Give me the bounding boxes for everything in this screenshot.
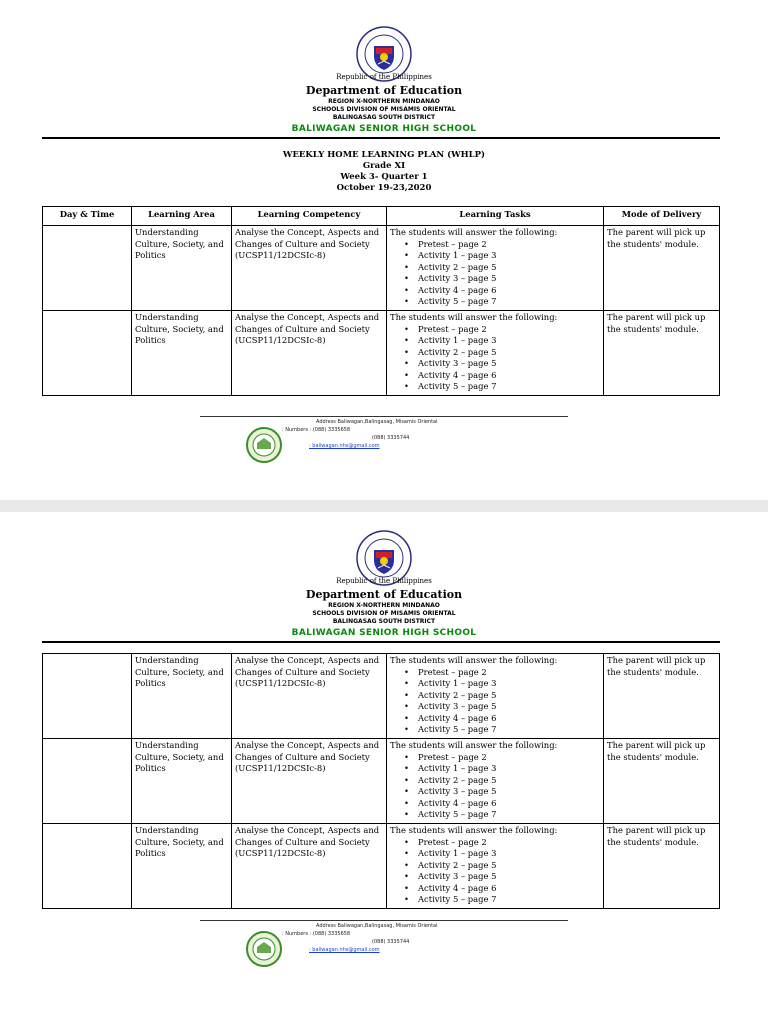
cell-tasks [387, 226, 604, 311]
table-header-row [43, 207, 720, 226]
header-divider [42, 641, 720, 643]
tasks-list [390, 324, 600, 393]
task-item: • Activity 2 – page 5 [418, 690, 600, 702]
task-item: • Activity 3 – page 5 [418, 871, 600, 883]
division-label: SCHOOLS DIVISION OF MISAMIS ORIENTAL [312, 106, 456, 113]
table-row [43, 311, 720, 396]
task-item: • Activity 3 – page 5 [418, 273, 600, 285]
department-title: Department of Education [305, 588, 463, 601]
table-row [43, 654, 720, 739]
tasks-intro: The students will answer the following: [390, 825, 558, 835]
page-1 [0, 0, 768, 500]
plan-title-line3: Week 3- Quarter 1 [340, 172, 428, 182]
tasks-list [390, 752, 600, 821]
cell-delivery: The parent will pick up the students' module. [604, 654, 720, 739]
footer-address: Address Baliwagan,Balingasag, Misamis Oriental [316, 923, 438, 929]
cell-area: Understanding Culture, Society, and Politics [132, 226, 232, 311]
cell-day [43, 824, 132, 909]
cell-area: Understanding Culture, Society, and Politics [132, 739, 232, 824]
task-item: • Activity 1 – page 3 [418, 763, 600, 775]
task-item: • Activity 3 – page 5 [418, 358, 600, 370]
task-item: • Pretest – page 2 [418, 667, 600, 679]
tasks-list [390, 239, 600, 308]
tasks-list [390, 837, 600, 906]
tasks-list [390, 667, 600, 736]
footer-address: Address Baliwagan,Balingasag, Misamis Oriental [316, 419, 438, 425]
task-item: • Activity 5 – page 7 [418, 894, 600, 906]
task-item: • Activity 1 – page 3 [418, 848, 600, 860]
department-title: Department of Education [305, 84, 463, 97]
task-item: • Activity 4 – page 6 [418, 370, 600, 382]
footer-numbers: : Numbers : (088) 3335658 [282, 427, 351, 433]
cell-tasks [387, 311, 604, 396]
email-link[interactable]: : baliwagan.nhs@gmail.com [309, 947, 380, 953]
task-item: • Activity 3 – page 5 [418, 786, 600, 798]
task-item: • Pretest – page 2 [418, 324, 600, 336]
task-item: • Activity 4 – page 6 [418, 883, 600, 895]
table-row [43, 739, 720, 824]
plan-title-line1: WEEKLY HOME LEARNING PLAN (WHLP) [282, 150, 486, 160]
plan-title-line4: October 19-23,2020 [336, 183, 432, 193]
page-2 [0, 512, 768, 1024]
col-header-day: Day & Time [43, 207, 132, 226]
task-item: • Activity 5 – page 7 [418, 381, 600, 393]
cell-delivery: The parent will pick up the students' module. [604, 824, 720, 909]
email-link[interactable]: : baliwagan.nhs@gmail.com [309, 443, 380, 449]
division-label: SCHOOLS DIVISION OF MISAMIS ORIENTAL [312, 610, 456, 617]
task-item: • Activity 1 – page 3 [418, 335, 600, 347]
cell-competency: Analyse the Concept, Aspects and Changes of Culture and Society (UCSP11/12DCSIc-8) [232, 654, 387, 739]
col-header-delivery: Mode of Delivery [604, 207, 720, 226]
cell-competency: Analyse the Concept, Aspects and Changes of Culture and Society (UCSP11/12DCSIc-8) [232, 311, 387, 396]
learning-plan-table [42, 653, 720, 909]
tasks-intro: The students will answer the following: [390, 312, 558, 322]
region-label: REGION X-NORTHERN MINDANAO [328, 98, 440, 105]
plan-title-line2: Grade XI [362, 161, 406, 171]
task-item: • Activity 1 – page 3 [418, 678, 600, 690]
footer-email[interactable] [309, 443, 380, 449]
region-label: REGION X-NORTHERN MINDANAO [328, 602, 440, 609]
cell-tasks [387, 739, 604, 824]
footer-numbers-2: (088) 3335744 [372, 435, 410, 441]
cell-tasks [387, 824, 604, 909]
school-name: BALIWAGAN SENIOR HIGH SCHOOL [291, 628, 477, 638]
school-logo-icon [246, 931, 282, 967]
header-divider [42, 137, 720, 139]
district-label: BALINGASAG SOUTH DISTRICT [332, 618, 436, 625]
col-header-area: Learning Area [132, 207, 232, 226]
tasks-intro: The students will answer the following: [390, 227, 558, 237]
task-item: • Pretest – page 2 [418, 837, 600, 849]
learning-plan-table [42, 206, 720, 396]
task-item: • Activity 2 – page 5 [418, 262, 600, 274]
plan-title [0, 150, 768, 194]
col-header-competency: Learning Competency [232, 207, 387, 226]
task-item: • Activity 2 – page 5 [418, 775, 600, 787]
table-row [43, 226, 720, 311]
cell-competency: Analyse the Concept, Aspects and Changes of Culture and Society (UCSP11/12DCSIc-8) [232, 739, 387, 824]
footer-numbers: : Numbers : (088) 3335658 [282, 931, 351, 937]
cell-competency: Analyse the Concept, Aspects and Changes of Culture and Society (UCSP11/12DCSIc-8) [232, 824, 387, 909]
republic-label: Republic of the Philippines [336, 577, 432, 585]
col-header-tasks: Learning Tasks [387, 207, 604, 226]
task-item: • Activity 5 – page 7 [418, 809, 600, 821]
task-item: • Pretest – page 2 [418, 239, 600, 251]
school-name: BALIWAGAN SENIOR HIGH SCHOOL [291, 124, 477, 134]
task-item: • Activity 5 – page 7 [418, 724, 600, 736]
cell-day [43, 311, 132, 396]
cell-day [43, 654, 132, 739]
cell-area: Understanding Culture, Society, and Politics [132, 824, 232, 909]
task-item: • Activity 3 – page 5 [418, 701, 600, 713]
cell-tasks [387, 654, 604, 739]
task-item: • Activity 4 – page 6 [418, 285, 600, 297]
school-logo-icon [246, 427, 282, 463]
task-item: • Activity 5 – page 7 [418, 296, 600, 308]
cell-delivery: The parent will pick up the students' module. [604, 311, 720, 396]
cell-delivery: The parent will pick up the students' module. [604, 739, 720, 824]
task-item: • Pretest – page 2 [418, 752, 600, 764]
footer-divider [200, 416, 568, 417]
cell-competency: Analyse the Concept, Aspects and Changes of Culture and Society (UCSP11/12DCSIc-8) [232, 226, 387, 311]
footer-email[interactable] [309, 947, 380, 953]
table-row [43, 824, 720, 909]
task-item: • Activity 2 – page 5 [418, 347, 600, 359]
footer-divider [200, 920, 568, 921]
cell-area: Understanding Culture, Society, and Politics [132, 311, 232, 396]
tasks-intro: The students will answer the following: [390, 740, 558, 750]
cell-delivery: The parent will pick up the students' module. [604, 226, 720, 311]
task-item: • Activity 1 – page 3 [418, 250, 600, 262]
tasks-intro: The students will answer the following: [390, 655, 558, 665]
district-label: BALINGASAG SOUTH DISTRICT [332, 114, 436, 121]
cell-area: Understanding Culture, Society, and Politics [132, 654, 232, 739]
task-item: • Activity 4 – page 6 [418, 798, 600, 810]
task-item: • Activity 2 – page 5 [418, 860, 600, 872]
cell-day [43, 226, 132, 311]
republic-label: Republic of the Philippines [336, 73, 432, 81]
cell-day [43, 739, 132, 824]
task-item: • Activity 4 – page 6 [418, 713, 600, 725]
footer-numbers-2: (088) 3335744 [372, 939, 410, 945]
